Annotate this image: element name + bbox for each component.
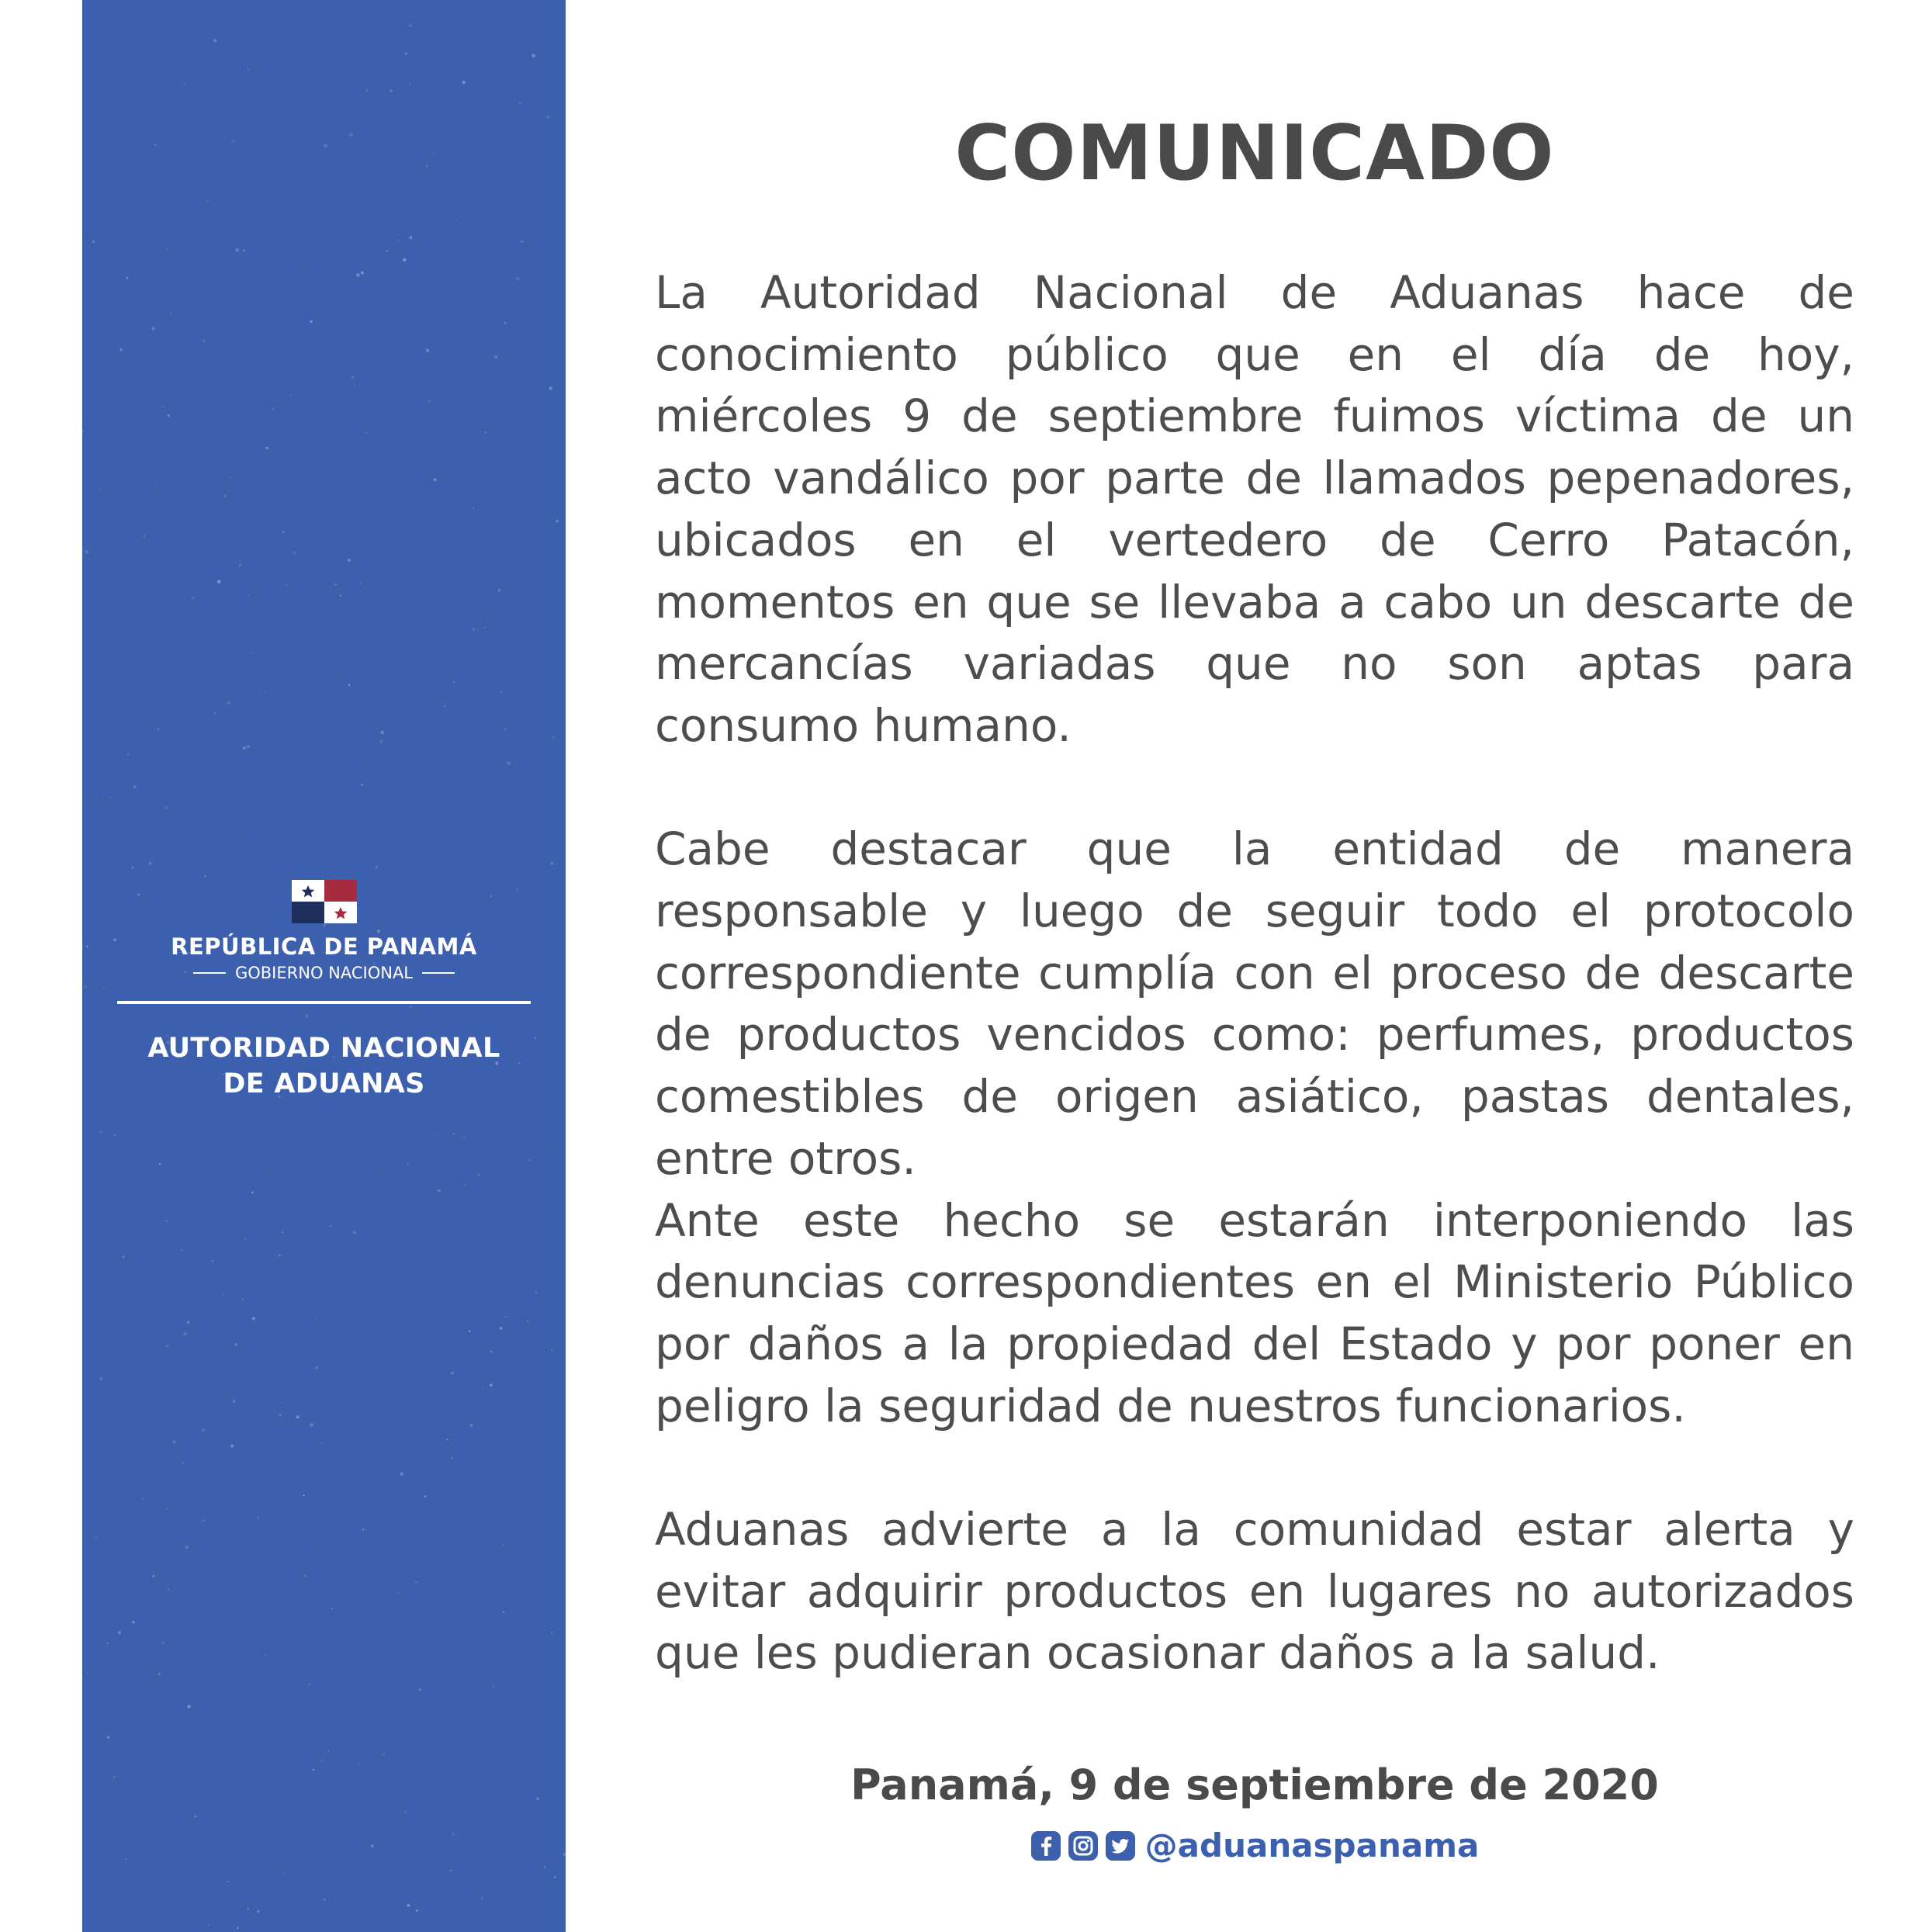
speckle-dot (248, 1908, 249, 1909)
speckle-dot (152, 1575, 154, 1577)
speckle-dot (263, 1169, 264, 1170)
speckle-dot (400, 1472, 404, 1476)
speckle-dot (386, 250, 388, 252)
speckle-dot (154, 144, 157, 146)
speckle-dot (527, 1321, 528, 1322)
speckle-dot (535, 1291, 538, 1293)
speckle-dot (279, 1414, 281, 1416)
speckle-dot (428, 400, 431, 402)
speckle-dot (383, 1754, 385, 1756)
speckle-dot (127, 754, 129, 756)
facebook-icon[interactable] (1030, 1830, 1061, 1861)
speckle-dot (285, 584, 287, 587)
speckle-dot (107, 1736, 110, 1739)
speckle-dot (242, 1299, 244, 1300)
speckle-dot (290, 394, 291, 395)
speckle-dot (551, 1349, 552, 1351)
speckle-dot (415, 1909, 417, 1912)
speckle-dot (239, 564, 241, 566)
speckle-dot (348, 684, 350, 686)
speckle-dot (494, 355, 498, 359)
speckle-dot (323, 1899, 325, 1901)
speckle-dot (500, 1327, 503, 1330)
speckle-dot (556, 1141, 558, 1143)
body-paragraph-1: La Autoridad Nacional de Aduanas hace de conocimiento público que en el día de hoy, miércoles 9 de septiembre fuimos víctima de un acto vandálico por parte de llamados pepenadores, ubicados en el vertedero de Cerro Patacón, momentos en que se llevaba a cabo un descarte de mercancías variadas que no son aptas para consumo humano. (655, 266, 1854, 752)
speckle-dot (183, 1332, 186, 1335)
speckle-dot (455, 219, 457, 220)
speckle-dot (181, 1249, 182, 1251)
speckle-dot (376, 866, 378, 868)
speckle-dot (167, 1588, 169, 1591)
speckle-dot (361, 272, 364, 275)
speckle-dot (162, 406, 163, 407)
speckle-dot (284, 1873, 285, 1874)
speckle-dot (212, 1260, 214, 1262)
panama-flag-icon (292, 880, 357, 923)
speckle-dot (158, 1673, 161, 1675)
speckle-dot (243, 746, 246, 750)
speckle-dot (162, 643, 164, 645)
speckle-dot (359, 583, 361, 584)
speckle-dot (252, 1317, 255, 1320)
speckle-dot (166, 1508, 168, 1509)
speckle-dot (507, 761, 510, 764)
speckle-dot (404, 1811, 407, 1813)
speckle-dot (481, 1897, 483, 1899)
government-label: GOBIERNO NACIONAL (234, 964, 414, 982)
speckle-dot (230, 476, 231, 478)
speckle-dot (500, 691, 502, 693)
speckle-dot (161, 1641, 164, 1644)
speckle-dot (151, 327, 155, 331)
speckle-dot (340, 595, 341, 597)
speckle-dot (248, 68, 249, 70)
speckle-dot (404, 52, 407, 55)
speckle-dot (245, 1238, 246, 1239)
speckle-dot (380, 731, 384, 735)
speckle-dot (192, 597, 194, 599)
body-paragraph-3: Ante este hecho se estarán interponiendo las denuncias correspondientes en el Ministerio Público por daños a la propiedad del Estado y por poner en peligro la seguridad de nuestros funcionarios. (655, 1193, 1854, 1432)
speckle-dot (185, 1546, 189, 1549)
divider-dash-right (422, 972, 455, 974)
speckle-dot (330, 1225, 331, 1227)
speckle-dot (470, 1424, 473, 1427)
speckle-dot (358, 1764, 359, 1765)
speckle-dot (485, 627, 486, 628)
speckle-dot (366, 89, 369, 92)
speckle-dot (233, 1400, 235, 1402)
divider-dash-left (193, 972, 226, 974)
speckle-dot (546, 115, 549, 118)
speckle-dot (353, 1231, 356, 1234)
speckle-dot (279, 1254, 281, 1256)
authority-name-line-2: DE ADUANAS (223, 1068, 425, 1099)
speckle-dot (171, 313, 173, 315)
speckle-dot (227, 701, 230, 704)
speckle-dot (202, 1519, 204, 1522)
speckle-dot (159, 1163, 161, 1165)
speckle-dot (503, 1544, 504, 1546)
speckle-dot (213, 39, 216, 42)
speckle-dot (351, 376, 354, 379)
speckle-dot (99, 1377, 102, 1380)
speckle-dot (505, 1316, 507, 1317)
speckle-dot (164, 806, 168, 809)
speckle-dot (310, 320, 312, 323)
speckle-dot (371, 1844, 374, 1847)
speckle-dot (195, 1816, 197, 1818)
speckle-dot (315, 1366, 318, 1369)
speckle-dot (312, 1543, 313, 1545)
speckle-dot (202, 1428, 206, 1432)
speckle-dot (231, 140, 234, 143)
speckle-dot (320, 1760, 323, 1762)
speckle-dot (552, 736, 555, 739)
speckle-dot (473, 507, 474, 509)
speckle-dot (361, 784, 363, 786)
social-links (655, 1826, 1854, 1865)
speckle-dot (95, 1537, 98, 1539)
speckle-dot (123, 1255, 125, 1258)
speckle-dot (113, 1776, 115, 1778)
speckle-dot (493, 1686, 495, 1688)
speckle-dot (485, 431, 486, 433)
speckle-dot (214, 712, 216, 714)
speckle-dot (446, 1439, 448, 1440)
speckle-dot (554, 1876, 556, 1878)
speckle-dot (462, 81, 466, 84)
communique-body (655, 262, 1854, 1684)
speckle-dot (519, 102, 521, 105)
body-paragraph-4: Aduanas advierte a la comunidad estar alerta y evitar adquirir productos en lugares no autorizados que les pudieran ocasionar daños a la salud. (655, 1503, 1854, 1680)
speckle-dot (237, 1927, 239, 1929)
speckle-dot (549, 386, 552, 390)
speckle-dot (452, 1833, 455, 1836)
speckle-dot (334, 583, 337, 586)
speckle-dot (327, 1750, 329, 1752)
speckle-dot (433, 478, 436, 481)
speckle-dot (403, 258, 407, 262)
speckle-dot (113, 1134, 115, 1136)
speckle-dot (227, 1880, 229, 1882)
speckle-dot (398, 240, 399, 241)
speckle-dot (349, 133, 353, 137)
speckle-dot (528, 1159, 531, 1162)
speckle-dot (365, 431, 367, 433)
authority-name (82, 1030, 566, 1102)
speckle-dot (86, 1672, 88, 1674)
speckle-dot (282, 1231, 283, 1233)
speckle-dot (453, 681, 455, 683)
speckle-dot (187, 1321, 190, 1324)
speckle-dot (320, 1442, 322, 1444)
speckle-dot (230, 1444, 234, 1447)
speckle-dot (504, 729, 506, 730)
speckle-dot (172, 1440, 175, 1443)
speckle-dot (223, 494, 227, 498)
speckle-dot (552, 1632, 553, 1633)
speckle-dot (158, 729, 159, 730)
speckle-dot (398, 1592, 400, 1594)
speckle-dot (407, 1904, 410, 1907)
speckle-dot (309, 1684, 310, 1685)
speckle-dot (148, 862, 151, 865)
speckle-dot (99, 1130, 102, 1134)
speckle-dot (550, 862, 553, 865)
speckle-dot (486, 619, 487, 620)
speckle-dot (531, 54, 535, 57)
speckle-dot (426, 348, 429, 351)
speckle-dot (265, 446, 268, 449)
speckle-dot (303, 1494, 305, 1496)
speckle-dot (516, 277, 519, 280)
speckle-dot (409, 84, 410, 85)
speckle-dot (437, 1189, 440, 1192)
emblem-divider (117, 1001, 531, 1004)
speckle-dot (118, 1631, 121, 1634)
speckle-dot (204, 875, 206, 878)
speckle-dot (424, 1495, 426, 1497)
speckle-dot (282, 531, 284, 533)
speckle-dot (418, 1688, 421, 1691)
speckle-dot (243, 250, 245, 252)
instagram-icon[interactable] (1068, 1830, 1099, 1861)
speckle-dot (451, 1457, 453, 1459)
speckle-dot (257, 1516, 260, 1519)
speckle-dot (184, 84, 185, 85)
speckle-dot (504, 322, 507, 324)
speckle-dot (314, 752, 315, 753)
twitter-icon[interactable] (1105, 1830, 1136, 1861)
speckle-dot (390, 89, 393, 92)
speckle-dot (96, 798, 98, 799)
speckle-dot (85, 550, 88, 553)
speckle-dot (482, 1387, 483, 1388)
speckle-dot (331, 1607, 333, 1608)
republic-label: REPÚBLICA DE PANAMÁ (171, 933, 477, 960)
speckle-dot (409, 24, 411, 26)
speckle-dot (272, 408, 274, 410)
speckle-dot (537, 1798, 539, 1800)
speckle-dot (235, 833, 236, 834)
social-handle[interactable]: @aduanaspanama (1144, 1826, 1480, 1864)
speckle-dot (126, 277, 129, 279)
speckle-dot (248, 594, 249, 596)
speckle-dot (125, 1858, 126, 1860)
speckle-dot (315, 1317, 317, 1319)
speckle-dot (142, 1497, 144, 1500)
speckle-dot (206, 199, 208, 201)
speckle-dot (407, 1163, 409, 1165)
speckle-dot (354, 383, 355, 384)
speckle-dot (110, 797, 111, 798)
speckle-dot (168, 414, 170, 417)
speckle-dot (296, 1415, 299, 1418)
speckle-dot (556, 520, 558, 522)
speckle-dot (464, 1185, 466, 1186)
speckle-dot (490, 1351, 492, 1352)
speckle-dot (410, 236, 413, 239)
speckle-dot (235, 1343, 237, 1345)
speckle-dot (182, 1462, 184, 1464)
speckle-dot (82, 430, 84, 432)
speckle-dot (444, 705, 446, 708)
speckle-dot (563, 1853, 566, 1856)
speckle-dot (257, 1910, 259, 1913)
speckle-dot (432, 153, 435, 155)
speckle-dot (99, 490, 101, 491)
speckle-dot (478, 1174, 480, 1176)
speckle-dot (525, 794, 527, 795)
speckle-dot (203, 339, 206, 342)
speckle-dot (217, 580, 221, 583)
speckle-dot (360, 767, 361, 768)
speckle-dot (463, 1136, 466, 1138)
speckle-dot (120, 348, 123, 351)
speckle-dot (208, 1924, 209, 1925)
speckle-dot (144, 535, 145, 537)
speckle-dot (132, 867, 133, 868)
speckle-dot (222, 1293, 223, 1295)
speckle-dot (313, 1769, 315, 1771)
speckle-dot (415, 1581, 417, 1583)
speckle-dot (503, 1612, 504, 1613)
speckle-dot (521, 241, 523, 243)
body-paragraph-2: Cabe destacar que la entidad de manera responsable y luego de seguir todo el protocolo correspondiente cumplía con el proceso de descarte de productos vencidos como: perfumes, productos comestibles de origen asiático, pastas dentales, entre otros. (655, 822, 1854, 1185)
speckle-dot (362, 1529, 365, 1531)
speckle-dot (498, 589, 500, 591)
speckle-dot (356, 273, 360, 277)
speckle-dot (251, 1191, 254, 1193)
speckle-dot (426, 164, 428, 167)
speckle-dot (472, 628, 475, 631)
speckle-dot (453, 1133, 455, 1134)
government-emblem (82, 880, 566, 1102)
speckle-dot (469, 1330, 471, 1332)
authority-name-line-1: AUTORIDAD NACIONAL (147, 1033, 500, 1064)
speckle-dot (324, 144, 327, 147)
speckle-dot (451, 1372, 453, 1374)
speckle-dot (306, 264, 307, 265)
speckle-dot (304, 1574, 306, 1577)
speckle-dot (450, 1869, 452, 1871)
speckle-dot (92, 241, 95, 243)
speckle-dot (348, 559, 351, 562)
speckle-dot (544, 1866, 545, 1868)
speckle-dot (490, 1383, 493, 1387)
government-label-row (82, 962, 566, 984)
speckle-dot (293, 552, 296, 555)
sidebar-panel (82, 0, 566, 1932)
speckle-dot (379, 740, 383, 743)
speckle-dot (166, 1220, 168, 1222)
speckle-dot (310, 1423, 313, 1427)
page-title: COMUNICADO (954, 109, 1555, 198)
speckle-dot (235, 248, 239, 252)
speckle-dot (166, 1345, 168, 1347)
speckle-dot (187, 1705, 190, 1708)
speckle-dot (166, 248, 168, 250)
speckle-dot (282, 1403, 283, 1404)
speckle-dot (132, 1621, 134, 1623)
speckle-dot (107, 1643, 109, 1644)
speckle-dot (133, 785, 137, 788)
speckle-dot (247, 745, 251, 749)
speckle-dot (154, 1681, 156, 1683)
date-line: Panamá, 9 de septiembre de 2020 (850, 1761, 1659, 1809)
